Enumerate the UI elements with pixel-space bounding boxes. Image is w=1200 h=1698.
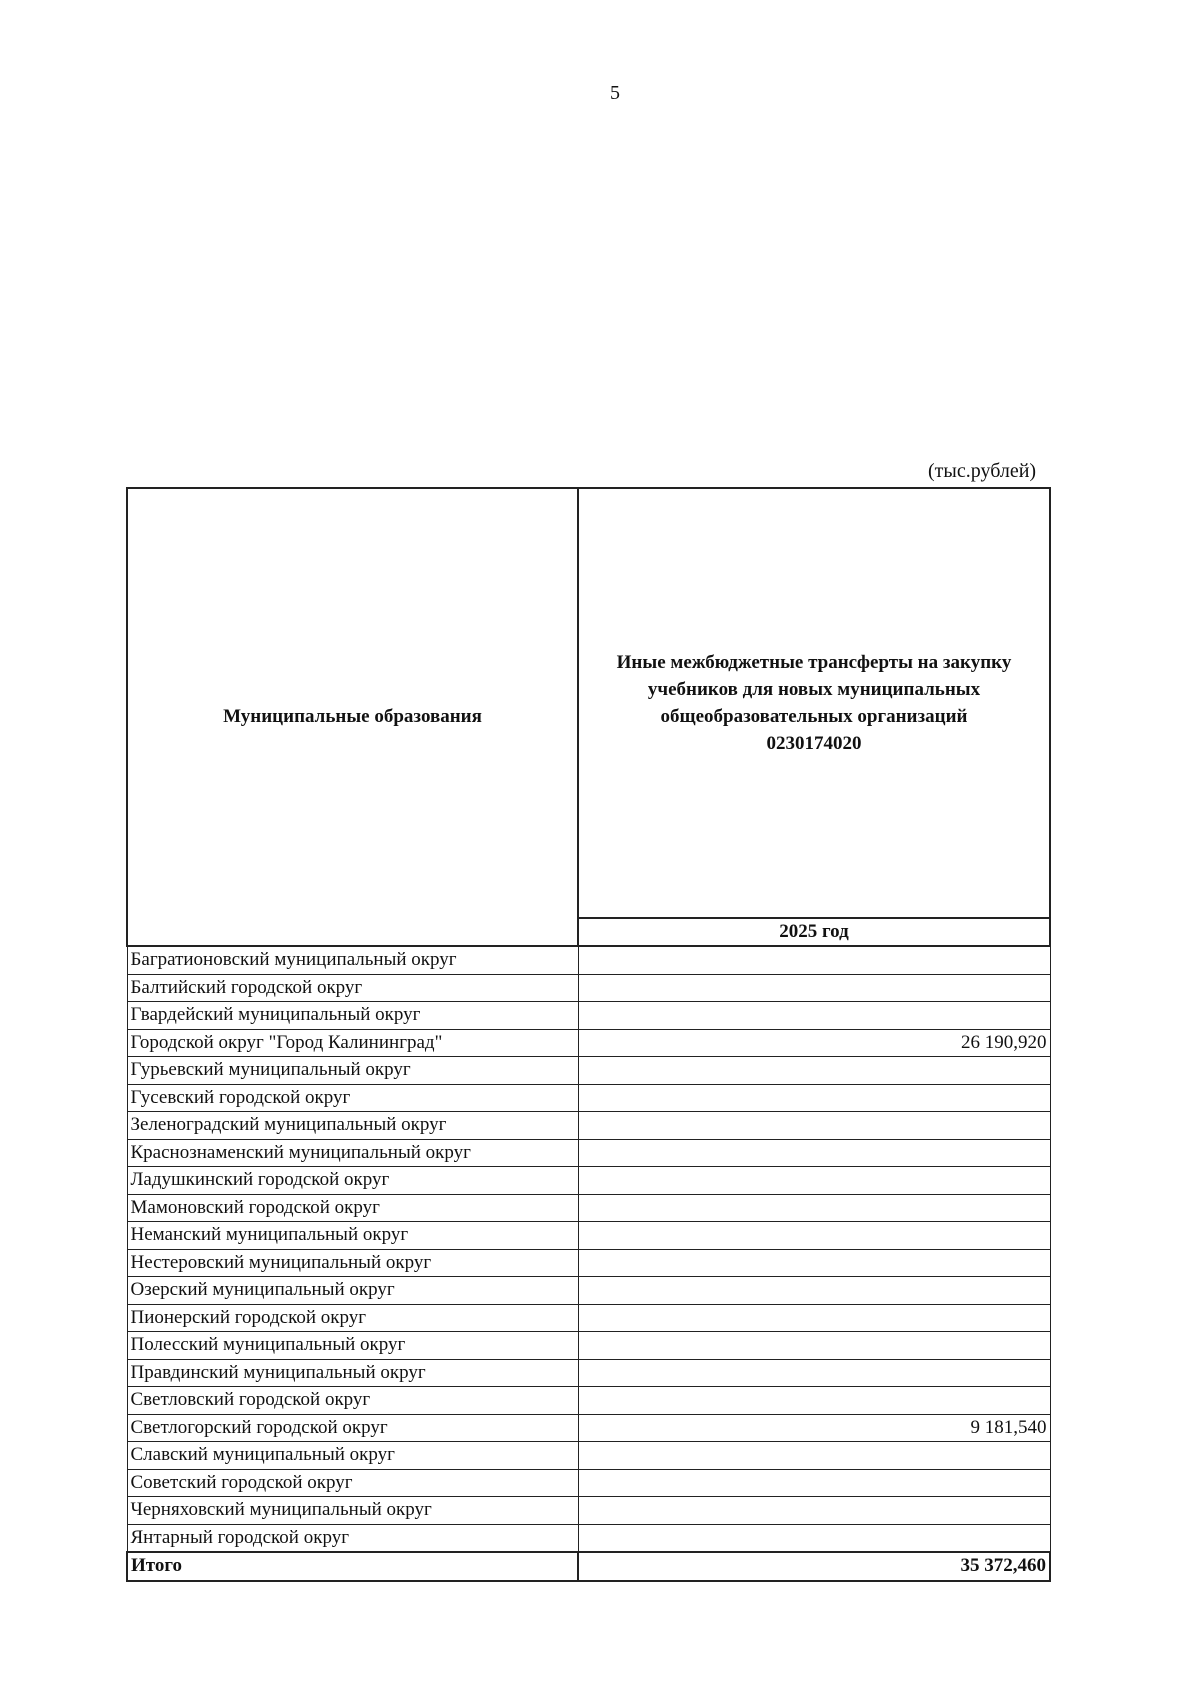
table-row bbox=[127, 1387, 1050, 1415]
transfer-amount bbox=[578, 1469, 1050, 1497]
table-row bbox=[127, 1084, 1050, 1112]
municipality-name: Багратионовский муниципальный округ bbox=[127, 946, 578, 974]
header-transfers-line: Иные межбюджетные трансферты на закупку bbox=[616, 652, 1012, 673]
transfer-amount bbox=[578, 1084, 1050, 1112]
table-row bbox=[127, 974, 1050, 1002]
municipality-name: Гвардейский муниципальный округ bbox=[127, 1002, 578, 1030]
table-row bbox=[127, 1442, 1050, 1470]
transfer-amount bbox=[578, 1057, 1050, 1085]
transfer-amount bbox=[578, 1249, 1050, 1277]
table-row bbox=[127, 1057, 1050, 1085]
municipality-name: Балтийский городской округ bbox=[127, 974, 578, 1002]
municipality-name: Нестеровский муниципальный округ bbox=[127, 1249, 578, 1277]
municipality-name: Неманский муниципальный округ bbox=[127, 1222, 578, 1250]
header-municipalities: Муниципальные образования bbox=[127, 488, 578, 946]
municipality-name: Полесский муниципальный округ bbox=[127, 1332, 578, 1360]
total-amount: 35 372,460 bbox=[578, 1552, 1050, 1581]
municipality-name: Пионерский городской округ bbox=[127, 1304, 578, 1332]
municipality-name: Советский городской округ bbox=[127, 1469, 578, 1497]
transfer-amount: 26 190,920 bbox=[578, 1029, 1050, 1057]
table-row bbox=[127, 1497, 1050, 1525]
transfer-amount bbox=[578, 974, 1050, 1002]
municipality-name: Светловский городской округ bbox=[127, 1387, 578, 1415]
transfer-amount bbox=[578, 1332, 1050, 1360]
table-row bbox=[127, 1194, 1050, 1222]
table-row bbox=[127, 946, 1050, 974]
transfer-amount bbox=[578, 1002, 1050, 1030]
page-number: 5 bbox=[610, 82, 620, 104]
header-row bbox=[127, 488, 1050, 918]
table-row bbox=[127, 1524, 1050, 1552]
transfer-amount bbox=[578, 1139, 1050, 1167]
municipality-name: Зеленоградский муниципальный округ bbox=[127, 1112, 578, 1140]
municipality-name: Краснознаменский муниципальный округ bbox=[127, 1139, 578, 1167]
municipality-name: Мамоновский городской округ bbox=[127, 1194, 578, 1222]
table-row bbox=[127, 1029, 1050, 1057]
municipality-name: Черняховский муниципальный округ bbox=[127, 1497, 578, 1525]
municipality-name: Правдинский муниципальный округ bbox=[127, 1359, 578, 1387]
transfer-amount bbox=[578, 1359, 1050, 1387]
units-label: (тыс.рублей) bbox=[928, 460, 1037, 482]
table-row bbox=[127, 1304, 1050, 1332]
transfer-amount bbox=[578, 1167, 1050, 1195]
municipality-name: Городской округ "Город Калининград" bbox=[127, 1029, 578, 1057]
municipality-name: Светлогорский городской округ bbox=[127, 1414, 578, 1442]
header-transfers bbox=[578, 488, 1050, 918]
table-row bbox=[127, 1469, 1050, 1497]
transfer-amount bbox=[578, 1387, 1050, 1415]
header-transfers-line: общеобразовательных организаций bbox=[660, 706, 968, 727]
header-transfers-line: учебников для новых муниципальных bbox=[647, 679, 981, 700]
transfer-amount bbox=[578, 1277, 1050, 1305]
table-row bbox=[127, 1112, 1050, 1140]
table-row bbox=[127, 1167, 1050, 1195]
municipality-name: Ладушкинский городской округ bbox=[127, 1167, 578, 1195]
transfer-amount bbox=[578, 1524, 1050, 1552]
transfer-amount bbox=[578, 1194, 1050, 1222]
table-row bbox=[127, 1414, 1050, 1442]
table-row bbox=[127, 1359, 1050, 1387]
transfer-amount: 9 181,540 bbox=[578, 1414, 1050, 1442]
total-row bbox=[127, 1552, 1050, 1581]
transfers-table bbox=[126, 487, 1051, 1582]
table-row bbox=[127, 1139, 1050, 1167]
transfer-amount bbox=[578, 1304, 1050, 1332]
header-year: 2025 год bbox=[578, 918, 1050, 946]
transfer-amount bbox=[578, 1442, 1050, 1470]
header-transfers-code: 0230174020 bbox=[766, 733, 862, 754]
table-row bbox=[127, 1277, 1050, 1305]
table-row bbox=[127, 1249, 1050, 1277]
municipality-name: Озерский муниципальный округ bbox=[127, 1277, 578, 1305]
municipality-name: Гусевский городской округ bbox=[127, 1084, 578, 1112]
transfer-amount bbox=[578, 1222, 1050, 1250]
municipality-name: Янтарный городской округ bbox=[127, 1524, 578, 1552]
transfer-amount bbox=[578, 946, 1050, 974]
municipality-name: Гурьевский муниципальный округ bbox=[127, 1057, 578, 1085]
table-row bbox=[127, 1002, 1050, 1030]
transfer-amount bbox=[578, 1497, 1050, 1525]
transfer-amount bbox=[578, 1112, 1050, 1140]
municipality-name: Славский муниципальный округ bbox=[127, 1442, 578, 1470]
total-label: Итого bbox=[127, 1552, 578, 1581]
table-row bbox=[127, 1332, 1050, 1360]
table-row bbox=[127, 1222, 1050, 1250]
